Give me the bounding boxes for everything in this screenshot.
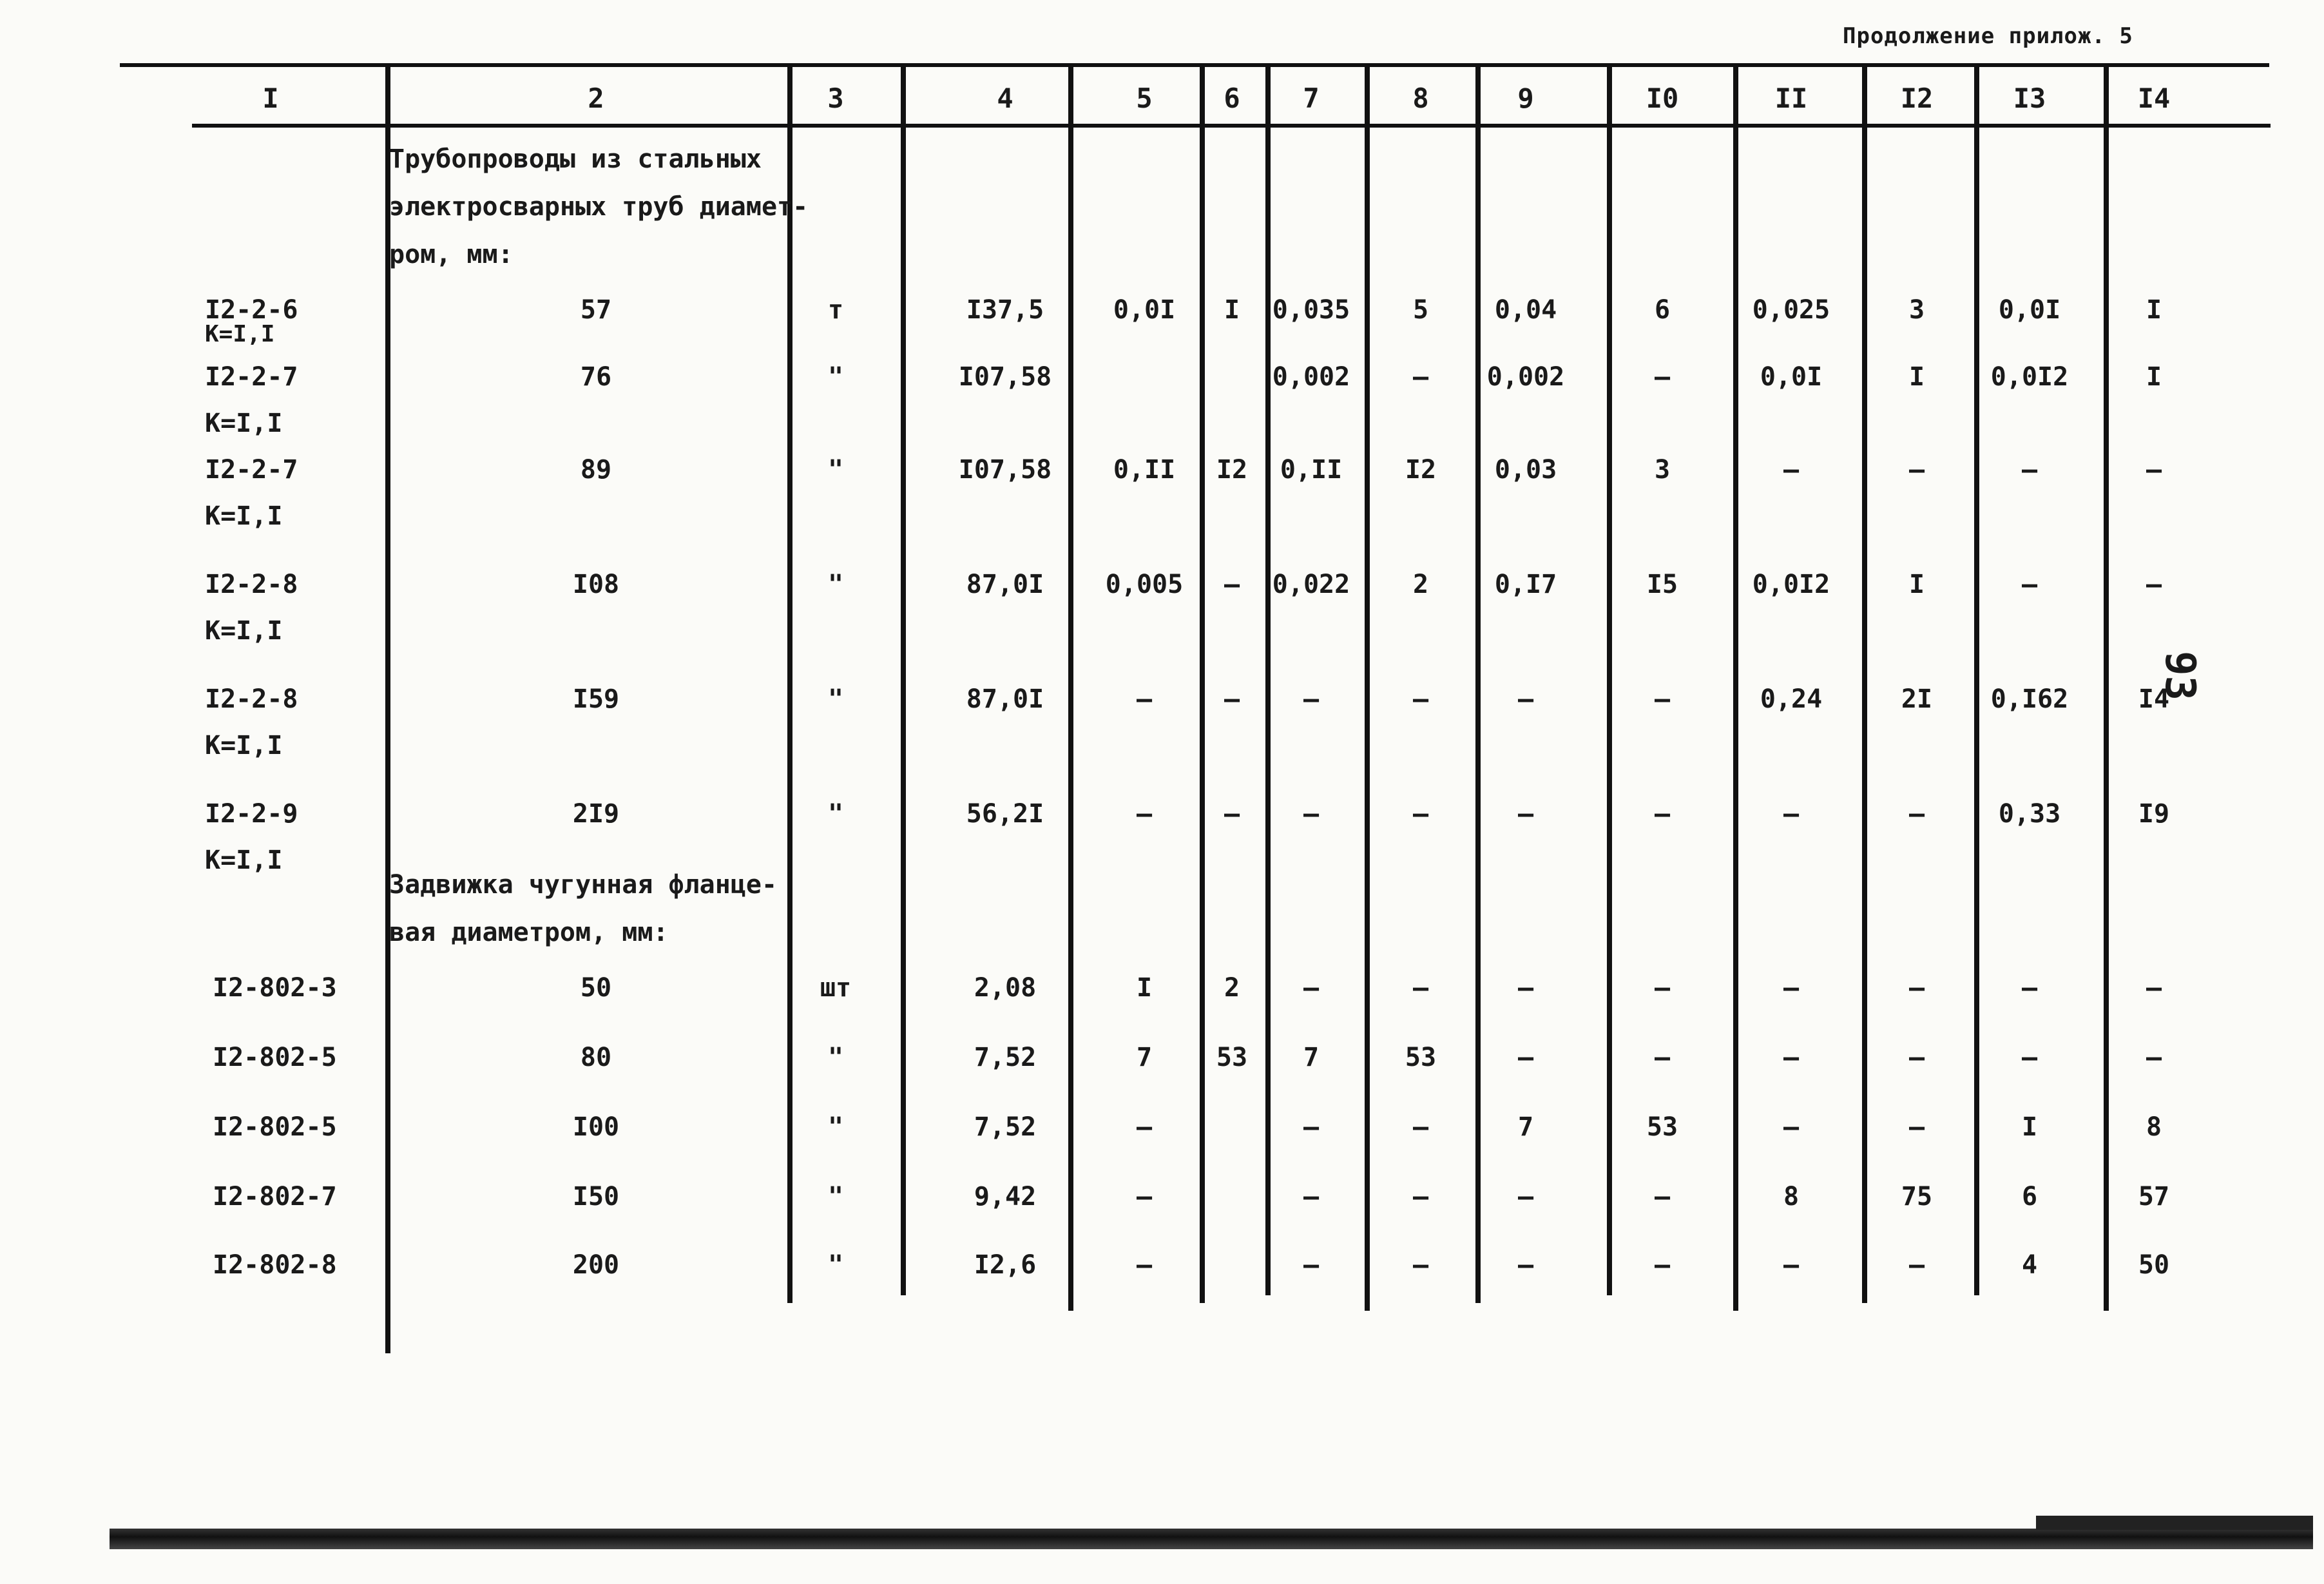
table-cell: – [1412, 1112, 1429, 1142]
table-cell: – [1303, 1182, 1320, 1212]
table-cell: – [2021, 1043, 2038, 1072]
table-cell: I08 [572, 570, 620, 599]
table-cell: 0,0I [1113, 295, 1176, 325]
column-header: I3 [2013, 82, 2046, 114]
code-label: I2-2-7 [205, 362, 298, 392]
table-cell: I59 [572, 684, 620, 714]
table-cell: 53 [1405, 1043, 1437, 1072]
column-header: 4 [997, 82, 1013, 114]
table-cell: – [1412, 973, 1429, 1003]
header-note: Продолжение прилож. 5 [1843, 23, 2133, 49]
table-cell: – [1783, 1112, 1800, 1142]
column-header: I4 [2137, 82, 2171, 114]
table-cell: 57 [580, 295, 612, 325]
table-cell: – [1136, 799, 1153, 829]
table-cell: I9 [2138, 799, 2170, 829]
section-title: Трубопроводы из стальных электросварных труб диамет- ром, мм: [389, 144, 809, 269]
table-cell: I07,58 [958, 362, 1052, 392]
table-cell: 89 [580, 455, 612, 485]
table-cell: I [2146, 295, 2162, 325]
table-cell: 76 [580, 362, 612, 392]
table-cell: 56,2I [966, 799, 1044, 829]
table-cell: I4 [2138, 684, 2170, 714]
table-cell: 0,04 [1494, 295, 1557, 325]
table-cell: – [1654, 799, 1671, 829]
table-cell: 8 [2146, 1112, 2162, 1142]
table-cell: – [2146, 455, 2162, 485]
table-cell: 0,II [1113, 455, 1176, 485]
table-cell: 0,035 [1272, 295, 1350, 325]
table-cell: 0,002 [1272, 362, 1350, 392]
table-cell: 57 [2138, 1182, 2170, 1212]
row-code [205, 799, 298, 875]
table-cell: " [827, 1112, 844, 1142]
table-cell: 53 [1646, 1112, 1678, 1142]
column-divider [2104, 67, 2109, 1311]
table-cell: 0,0I2 [1752, 570, 1830, 599]
table-cell: " [827, 1250, 844, 1280]
table-cell: 2I [1901, 684, 1933, 714]
section-title: Задвижка чугунная фланце- вая диаметром, мм: [389, 870, 778, 947]
table-cell: 0,I7 [1494, 570, 1557, 599]
column-header: 9 [1517, 82, 1534, 114]
table-cell: – [1412, 1182, 1429, 1212]
table-cell: I2,6 [974, 1250, 1037, 1280]
table-cell: 3 [1908, 295, 1925, 325]
table-cell: – [1412, 684, 1429, 714]
column-divider [1733, 67, 1738, 1311]
table-cell: – [1517, 1043, 1534, 1072]
table-cell: 0,022 [1272, 570, 1350, 599]
column-divider [1068, 67, 1073, 1311]
table-cell: I [1908, 570, 1925, 599]
table-cell: – [2146, 570, 2162, 599]
table-cell: – [1908, 1043, 1925, 1072]
code-label: I2-2-7 [205, 455, 298, 485]
table-cell: – [1654, 1043, 1671, 1072]
table-cell: I5 [1646, 570, 1678, 599]
table-cell: " [827, 362, 844, 392]
column-header: 3 [827, 82, 844, 114]
table-cell: – [2146, 1043, 2162, 1072]
table-cell: – [1412, 362, 1429, 392]
table-cell: – [1136, 1112, 1153, 1142]
table-cell: 7 [1303, 1043, 1320, 1072]
table-cell: I [2021, 1112, 2038, 1142]
table-cell: 0,II [1280, 455, 1343, 485]
table-cell: – [1783, 799, 1800, 829]
table-cell: – [1654, 1182, 1671, 1212]
row-code [213, 1250, 337, 1280]
table-cell: – [1783, 1043, 1800, 1072]
row-code [213, 973, 337, 1003]
table-cell: 6 [2021, 1182, 2038, 1212]
row-code [205, 362, 298, 438]
bottom-scan-border [110, 1529, 2313, 1549]
table-top-rule [120, 63, 2269, 67]
code-label: I2-802-5 [213, 1112, 337, 1142]
column-divider [1365, 67, 1370, 1311]
table-cell: 87,0I [966, 570, 1044, 599]
table-cell: – [1783, 455, 1800, 485]
page-number: 93 [2156, 651, 2204, 701]
table-cell: – [1908, 973, 1925, 1003]
table-cell: 7,52 [974, 1112, 1037, 1142]
table-cell: 53 [1216, 1043, 1248, 1072]
coefficient-label: K=I,I [205, 501, 283, 531]
table-cell: – [1654, 362, 1671, 392]
table-cell: 200 [572, 1250, 620, 1280]
table-cell: " [827, 799, 844, 829]
table-cell: – [1412, 799, 1429, 829]
table-cell: – [2021, 570, 2038, 599]
column-divider [901, 67, 906, 1295]
column-header: II [1774, 82, 1808, 114]
table-cell: I [1224, 295, 1240, 325]
table-cell: 5 [1412, 295, 1429, 325]
coefficient-label: K=I,I [205, 409, 283, 438]
column-divider [1475, 67, 1481, 1303]
code-label: I2-2-6 [205, 295, 298, 325]
table-cell: I [1908, 362, 1925, 392]
table-cell: – [1517, 1250, 1534, 1280]
table-cell: " [827, 1043, 844, 1072]
table-cell: – [1517, 684, 1534, 714]
table-cell: 0,0I [1998, 295, 2061, 325]
table-cell: – [1908, 1112, 1925, 1142]
table-cell: т [827, 295, 844, 325]
table-cell: – [1303, 684, 1320, 714]
coefficient-label: K=I,I [205, 845, 283, 875]
table-cell: 50 [2138, 1250, 2170, 1280]
table-cell: – [2021, 973, 2038, 1003]
table-cell: 3 [1654, 455, 1671, 485]
table-cell: – [1303, 973, 1320, 1003]
table-cell: – [1783, 973, 1800, 1003]
table-cell: – [1908, 1250, 1925, 1280]
table-cell: 0,0I [1760, 362, 1823, 392]
table-cell: шт [820, 973, 852, 1003]
column-header: I0 [1646, 82, 1679, 114]
table-cell: 2,08 [974, 973, 1037, 1003]
table-cell: – [1136, 1182, 1153, 1212]
table-cell: 2 [1412, 570, 1429, 599]
coefficient-label: K=I,I [205, 731, 283, 760]
row-code [205, 295, 298, 347]
table-cell: " [827, 684, 844, 714]
table-cell: 0,I62 [1990, 684, 2069, 714]
table-cell: – [1908, 455, 1925, 485]
table-cell: 0,03 [1494, 455, 1557, 485]
column-header: 6 [1224, 82, 1240, 114]
table-cell: 0,24 [1760, 684, 1823, 714]
table-cell: I00 [572, 1112, 620, 1142]
table-cell: 6 [1654, 295, 1671, 325]
table-cell: – [1224, 799, 1240, 829]
table-cell: I37,5 [966, 295, 1044, 325]
row-code [213, 1043, 337, 1072]
table-cell: 2 [1224, 973, 1240, 1003]
column-header: I [262, 82, 279, 114]
coefficient-label: K=I,I [205, 616, 283, 646]
table-cell: 0,025 [1752, 295, 1830, 325]
table-cell: 7 [1136, 1043, 1153, 1072]
table-cell: – [1136, 1250, 1153, 1280]
table-cell: 7 [1517, 1112, 1534, 1142]
table-cell: 8 [1783, 1182, 1800, 1212]
table-cell: I [2146, 362, 2162, 392]
coefficient-label: K=I,I [205, 321, 275, 347]
table-cell: – [1517, 973, 1534, 1003]
table-cell: – [1908, 799, 1925, 829]
column-divider [1974, 67, 1979, 1295]
table-cell: I07,58 [958, 455, 1052, 485]
table-cell: – [1303, 1250, 1320, 1280]
header-bottom-rule [192, 124, 2271, 128]
table-cell: – [1517, 1182, 1534, 1212]
row-code [213, 1112, 337, 1142]
row-code [205, 455, 298, 531]
table-cell: " [827, 455, 844, 485]
table-cell: – [1654, 684, 1671, 714]
table-cell: – [1224, 684, 1240, 714]
table-cell: – [1783, 1250, 1800, 1280]
table-cell: " [827, 1182, 844, 1212]
table-cell: – [1224, 570, 1240, 599]
table-cell: I2 [1216, 455, 1248, 485]
table-cell: – [1412, 1250, 1429, 1280]
table-cell: – [1517, 799, 1534, 829]
column-header: 5 [1136, 82, 1153, 114]
table-cell: 0,002 [1486, 362, 1565, 392]
bottom-scan-border-top [2036, 1516, 2313, 1530]
table-cell: – [1136, 684, 1153, 714]
code-label: I2-2-8 [205, 684, 298, 714]
table-cell: 75 [1901, 1182, 1933, 1212]
table-cell: 2I9 [572, 799, 620, 829]
row-code [205, 570, 298, 646]
table-cell: 9,42 [974, 1182, 1037, 1212]
code-label: I2-802-8 [213, 1250, 337, 1280]
table-cell: " [827, 570, 844, 599]
code-label: I2-802-7 [213, 1182, 337, 1212]
table-cell: – [1303, 1112, 1320, 1142]
code-label: I2-802-3 [213, 973, 337, 1003]
column-header: 7 [1303, 82, 1320, 114]
table-cell: 50 [580, 973, 612, 1003]
row-code [205, 684, 298, 760]
table-cell: 0,33 [1998, 799, 2061, 829]
table-cell: 87,0I [966, 684, 1044, 714]
table-cell: 0,0I2 [1990, 362, 2069, 392]
code-label: I2-2-8 [205, 570, 298, 599]
table-cell: 7,52 [974, 1043, 1037, 1072]
column-header: 8 [1412, 82, 1429, 114]
table-cell: 80 [580, 1043, 612, 1072]
column-header: I2 [1900, 82, 1934, 114]
column-header: 2 [588, 82, 604, 114]
table-cell: – [2021, 455, 2038, 485]
table-cell: I50 [572, 1182, 620, 1212]
table-cell: – [1654, 1250, 1671, 1280]
code-label: I2-802-5 [213, 1043, 337, 1072]
column-divider [1607, 67, 1612, 1295]
table-cell: – [1654, 973, 1671, 1003]
table-cell: – [2146, 973, 2162, 1003]
table-cell: I [1136, 973, 1153, 1003]
code-label: I2-2-9 [205, 799, 298, 829]
column-divider [1862, 67, 1867, 1303]
table-cell: I2 [1405, 455, 1437, 485]
table-cell: 4 [2021, 1250, 2038, 1280]
row-code [213, 1182, 337, 1212]
table-cell: 0,005 [1105, 570, 1184, 599]
column-divider [1200, 67, 1205, 1303]
table-cell: – [1303, 799, 1320, 829]
column-divider [1265, 67, 1271, 1295]
